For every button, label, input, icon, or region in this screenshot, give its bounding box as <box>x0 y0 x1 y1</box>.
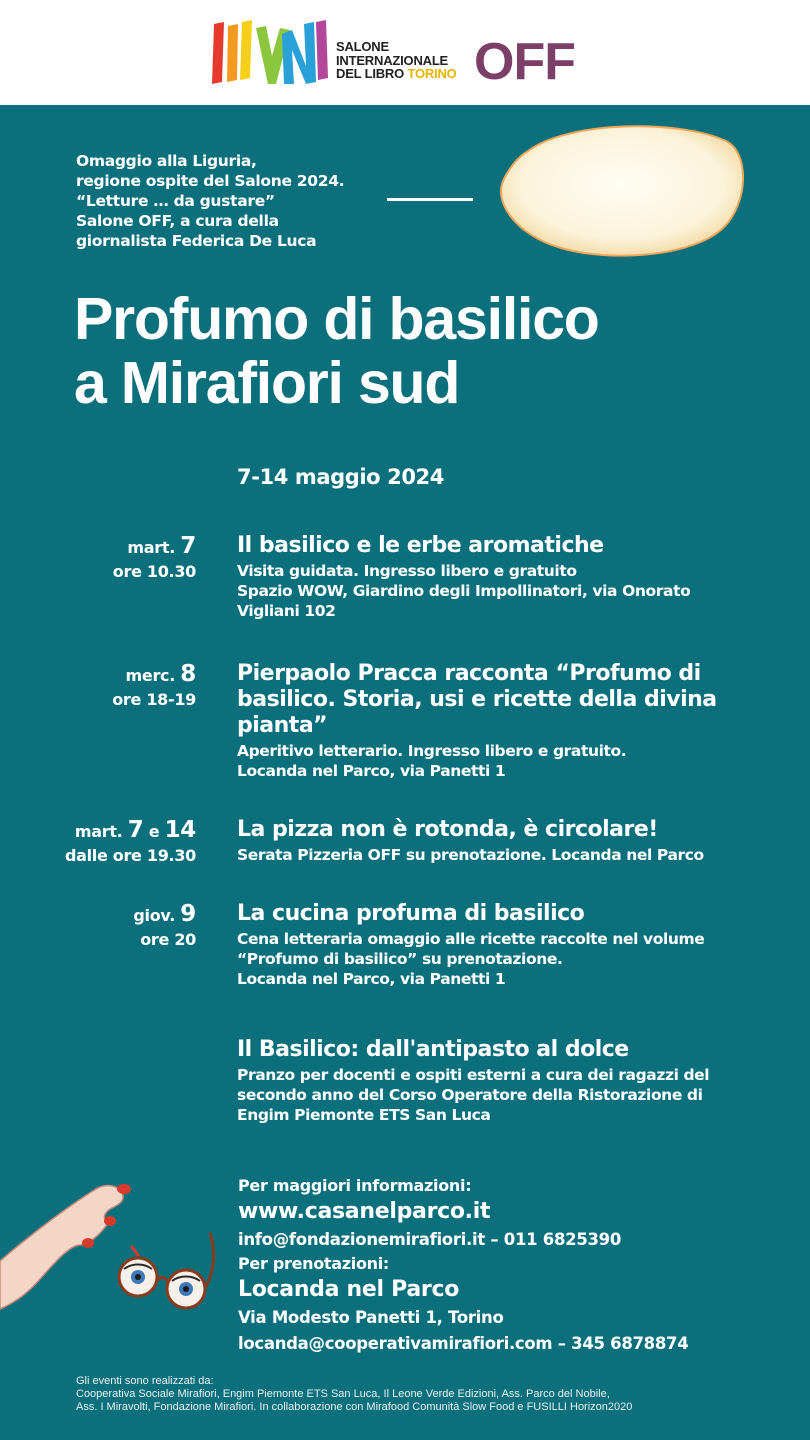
website-link[interactable]: www.casanelparco.it <box>238 1199 491 1224</box>
footer-credits <box>76 1375 632 1414</box>
event-time: dalle ore 19.30 <box>64 846 196 865</box>
event-day: merc. <box>125 666 175 685</box>
logo-line2: INTERNAZIONALE <box>336 52 449 68</box>
info-section <box>238 1175 688 1357</box>
poster-body <box>0 105 810 1440</box>
event-title-line: Pierpaolo Pracca racconta “Profumo di <box>237 661 701 686</box>
footer-line: Gli eventi sono realizzati da: <box>76 1375 214 1387</box>
event-desc-line: Visita guidata. Ingresso libero e gratuito <box>237 562 577 580</box>
event-when <box>113 533 196 583</box>
event-desc-line: Aperitivo letterario. Ingresso libero e gratuito. <box>237 742 627 760</box>
event-date-number: 7 <box>127 817 144 843</box>
event-when <box>65 817 196 867</box>
venue-address: Via Modesto Panetti 1, Torino <box>238 1308 504 1327</box>
booking-label: Per prenotazioni: <box>238 1254 390 1273</box>
event-day: mart. <box>127 538 175 557</box>
event-desc-line: Locanda nel Parco, via Panetti 1 <box>237 970 506 988</box>
event-date-number: 8 <box>180 661 196 687</box>
contact-info[interactable]: info@fondazionemirafiori.it – 011 6825390 <box>238 1230 622 1249</box>
event-desc-line: Cena letteraria omaggio alle ricette raccolte nel volume <box>237 930 705 948</box>
intro-divider <box>387 198 473 201</box>
event-title-line: La pizza non è rotonda, è circolare! <box>237 817 658 842</box>
event-title-line: pianta” <box>237 713 328 738</box>
event-content <box>237 533 797 621</box>
event-description <box>237 741 797 781</box>
event-title <box>237 901 797 927</box>
salone-logo-text <box>336 40 457 81</box>
hand-with-glasses-illustration <box>0 1175 230 1375</box>
title-line2: a Mirafiori sud <box>74 350 460 416</box>
page-title <box>74 287 599 415</box>
event-content <box>237 661 797 781</box>
more-info-label: Per maggiori informazioni: <box>238 1176 472 1195</box>
event-time: ore 20 <box>140 930 196 949</box>
footer-line: Ass. I Miravolti, Fondazione Mirafiori. In collaborazione con Mirafood Comunità Slow Food e FUSILLI Horizon2020 <box>76 1401 633 1413</box>
event-desc-line: Locanda nel Parco, via Panetti 1 <box>237 762 506 780</box>
event-content <box>237 1037 797 1125</box>
event-day: mart. <box>74 822 123 841</box>
event-title <box>237 533 797 559</box>
logo-off: OFF <box>474 33 575 91</box>
event-content <box>237 817 797 865</box>
event-desc-line: Serata Pizzeria OFF su prenotazione. Locanda nel Parco <box>237 846 704 864</box>
event-desc-line: Pranzo per docenti e ospiti esterni a cura dei ragazzi del <box>237 1066 710 1084</box>
event-desc-line: Spazio WOW, Giardino degli Impollinatori, via Onorato <box>237 582 691 600</box>
intro-text <box>76 151 396 251</box>
event-title-line: Il basilico e le erbe aromatiche <box>237 533 604 558</box>
intro-line: Salone OFF, a cura della <box>76 212 279 230</box>
salone-logo-stripes <box>210 16 334 88</box>
event-description <box>237 561 797 621</box>
event-description <box>237 1065 797 1125</box>
event-description <box>237 929 797 989</box>
logo-torino: TORINO <box>407 66 457 81</box>
event-title <box>237 1037 797 1063</box>
header <box>0 0 810 105</box>
event-desc-line: Engim Piemonte ETS San Luca <box>237 1106 491 1124</box>
booking-contact[interactable]: locanda@cooperativamirafiori.com – 345 6878874 <box>238 1334 689 1353</box>
venue-name: Locanda nel Parco <box>238 1277 460 1302</box>
logo-line1: SALONE <box>336 39 389 54</box>
focaccia-illustration <box>498 123 746 263</box>
event-day: giov. <box>133 906 175 925</box>
event-time: ore 10.30 <box>112 562 196 581</box>
event-desc-line: “Profumo di basilico” su prenotazione. <box>237 950 563 968</box>
event-date-number: 7 <box>180 533 196 559</box>
intro-line: “Letture … da gustare” <box>76 192 275 210</box>
date-range: 7-14 maggio 2024 <box>237 465 444 489</box>
event-title-line: basilico. Storia, usi e ricette della divina <box>237 687 717 712</box>
event-title-line: La cucina profuma di basilico <box>237 901 585 926</box>
event-title <box>237 817 797 843</box>
event-title-line: Il Basilico: dall'antipasto al dolce <box>237 1037 629 1062</box>
event-desc-line: secondo anno del Corso Operatore della Ristorazione di <box>237 1086 703 1104</box>
title-line1: Profumo di basilico <box>74 286 599 352</box>
event-desc-line: Vigliani 102 <box>237 602 336 620</box>
event-date-number: 14 <box>164 817 196 843</box>
intro-line: Omaggio alla Liguria, <box>76 152 257 170</box>
intro-line: regione ospite del Salone 2024. <box>76 172 345 190</box>
event-content <box>237 901 797 989</box>
intro-line: giornalista Federica De Luca <box>76 232 317 250</box>
event-description <box>237 845 797 865</box>
event-date-number: 9 <box>180 901 196 927</box>
event-time: ore 18-19 <box>112 690 196 709</box>
footer-line: Cooperativa Sociale Mirafiori, Engim Piemonte ETS San Luca, Il Leone Verde Edizioni, Ass. Parco del Nobile, <box>76 1388 610 1400</box>
event-date-conjunction: e <box>148 822 160 841</box>
event-when <box>112 661 196 711</box>
event-when <box>133 901 196 951</box>
logo-line3: DEL LIBRO <box>336 66 405 81</box>
event-title <box>237 661 797 739</box>
